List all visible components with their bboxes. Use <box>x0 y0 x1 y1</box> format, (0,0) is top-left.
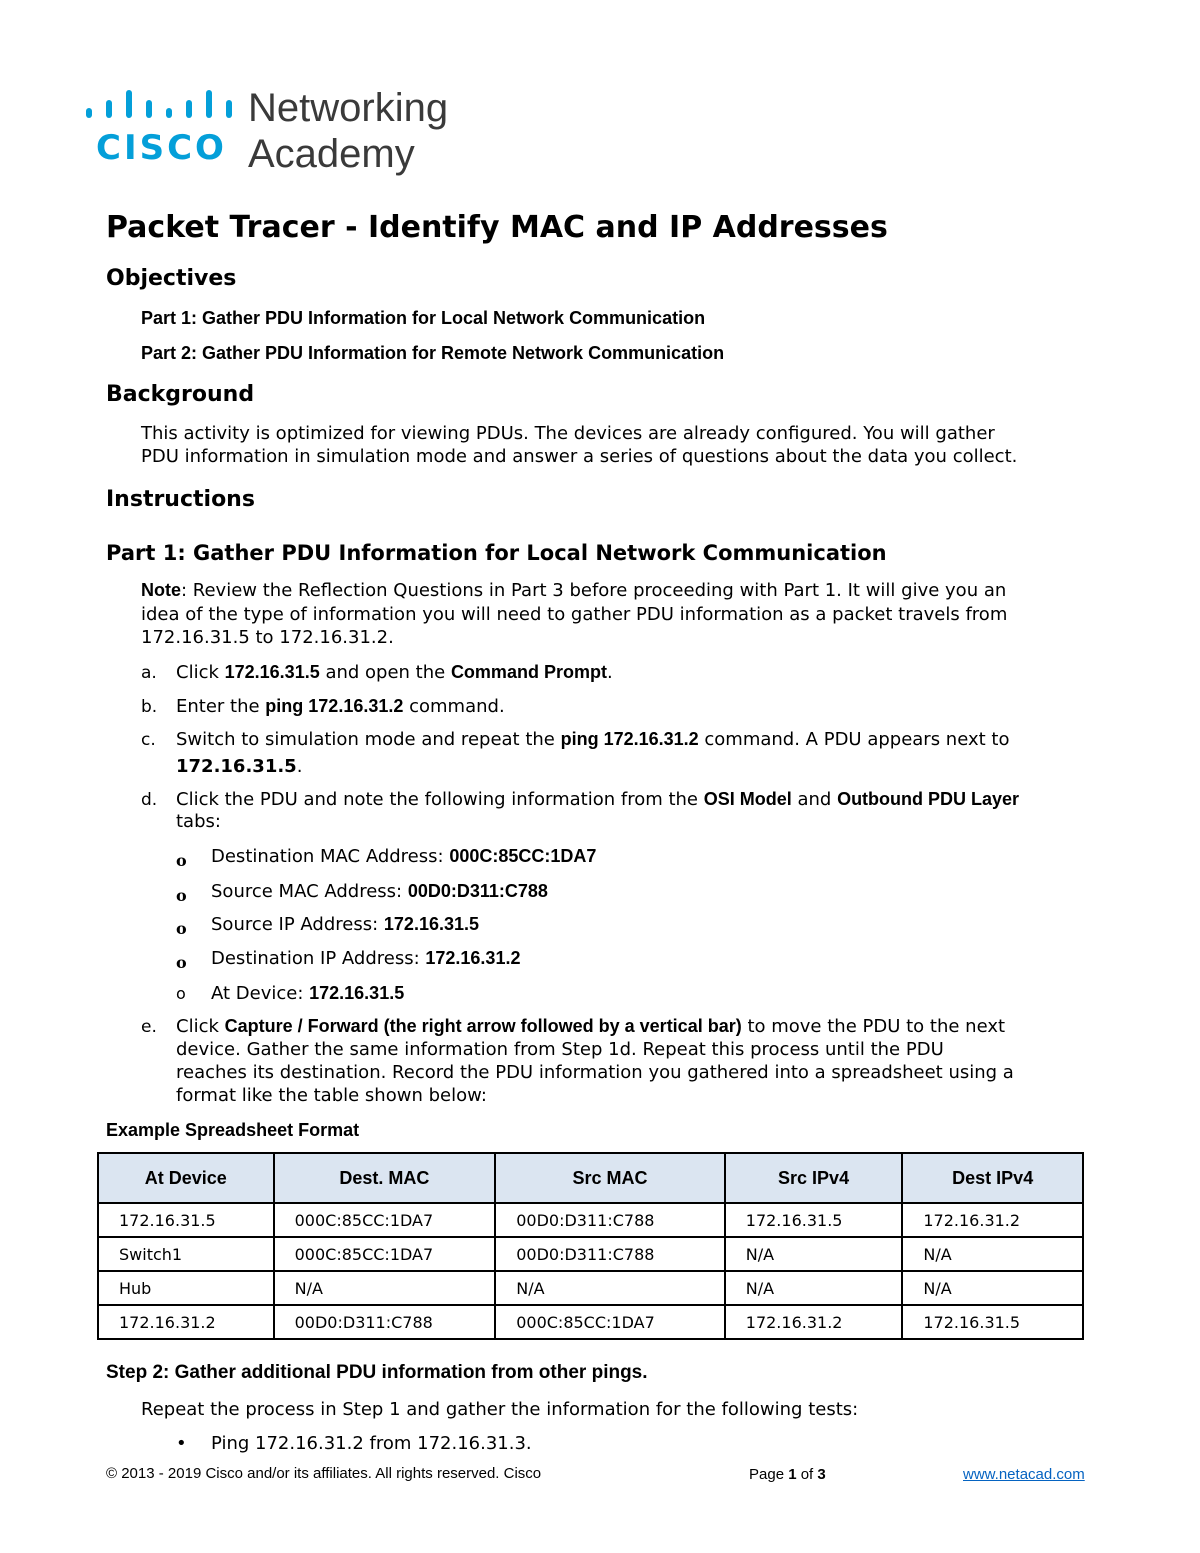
note-line <box>141 579 1006 603</box>
instructions-heading: Instructions <box>106 487 255 512</box>
objective-item: Part 2: Gather PDU Information for Remote Network Communication <box>141 343 725 363</box>
table-cell: N/A <box>725 1271 903 1305</box>
background-heading: Background <box>106 382 255 407</box>
table-cell: 00D0:D311:C788 <box>495 1203 725 1237</box>
note-line: 172.16.31.5 to 172.16.31.2. <box>141 627 394 648</box>
table-cell: 172.16.31.2 <box>725 1305 903 1339</box>
table-cell: 000C:85CC:1DA7 <box>495 1305 725 1339</box>
column-header: Dest IPv4 <box>902 1153 1083 1203</box>
footer-page-number: Page 1 of 3 <box>749 1466 826 1483</box>
step-letter: c. <box>141 730 156 750</box>
table-cell: Hub <box>98 1271 274 1305</box>
table-cell: 172.16.31.2 <box>98 1305 274 1339</box>
objectives-heading: Objectives <box>106 266 237 291</box>
table-caption: Example Spreadsheet Format <box>106 1120 360 1140</box>
note-label: Note <box>141 580 181 600</box>
footer-netacad-link[interactable]: www.netacad.com <box>963 1466 1085 1483</box>
step-d: Click the PDU and note the following information from the OSI Model and Outbound PDU Layer <box>176 789 1020 810</box>
step-letter: b. <box>141 697 158 717</box>
step-e-line: device. Gather the same information from Step 1d. Repeat this process until the PDU <box>176 1039 944 1060</box>
step2-heading: Step 2: Gather additional PDU information from other pings. <box>106 1362 648 1383</box>
step-letter: d. <box>141 790 158 810</box>
table-cell: 000C:85CC:1DA7 <box>274 1203 496 1237</box>
objective-item: Part 1: Gather PDU Information for Local Network Communication <box>141 308 706 328</box>
table-cell: N/A <box>902 1271 1083 1305</box>
sub-bullet: o <box>176 953 187 972</box>
step-e-line: reaches its destination. Record the PDU information you gathered into a spreadsheet using a <box>176 1062 1014 1083</box>
part1-heading: Part 1: Gather PDU Information for Local Network Communication <box>106 541 887 565</box>
cisco-bars-logo-icon <box>86 88 234 124</box>
table-cell: 00D0:D311:C788 <box>495 1237 725 1271</box>
table-cell: 00D0:D311:C788 <box>274 1305 496 1339</box>
step-c: Switch to simulation mode and repeat the ping 172.16.31.2 command. A PDU appears next to <box>176 729 1010 750</box>
step2-intro: Repeat the process in Step 1 and gather the information for the following tests: <box>141 1399 859 1420</box>
step-a: Click 172.16.31.5 and open the Command Prompt. <box>176 662 613 683</box>
note-line: idea of the type of information you will need to gather PDU information as a packet travels from <box>141 604 1008 625</box>
column-header: Dest. MAC <box>274 1153 496 1203</box>
column-header: Src IPv4 <box>725 1153 903 1203</box>
logo-networking: Networking <box>248 86 449 130</box>
table-cell: N/A <box>902 1237 1083 1271</box>
bullet-dot-icon: • <box>176 1433 187 1454</box>
table-cell: 172.16.31.2 <box>902 1203 1083 1237</box>
sub-bullet: o <box>176 851 187 870</box>
logo-academy: Academy <box>248 132 415 176</box>
background-text-line: This activity is optimized for viewing PDUs. The devices are already configured. You will gather <box>141 423 995 444</box>
note-text: : Review the Reflection Questions in Part 3 before proceeding with Part 1. It will give you an <box>181 580 1007 601</box>
table-row <box>98 1271 1083 1305</box>
d-item: Destination IP Address: 172.16.31.2 <box>211 948 521 969</box>
table-cell: N/A <box>725 1237 903 1271</box>
d-item: Source MAC Address: 00D0:D311:C788 <box>211 881 548 902</box>
d-item: Destination MAC Address: 000C:85CC:1DA7 <box>211 846 597 867</box>
background-text-line: PDU information in simulation mode and answer a series of questions about the data you collect. <box>141 446 1018 467</box>
step2-bullet-item: Ping 172.16.31.2 from 172.16.31.3. <box>211 1433 532 1454</box>
table-row <box>98 1237 1083 1271</box>
table-cell: 172.16.31.5 <box>725 1203 903 1237</box>
table-cell: 172.16.31.5 <box>98 1203 274 1237</box>
example-spreadsheet-table <box>97 1152 1084 1340</box>
column-header: Src MAC <box>495 1153 725 1203</box>
column-header: At Device <box>98 1153 274 1203</box>
table-cell: 000C:85CC:1DA7 <box>274 1237 496 1271</box>
footer-copyright: © 2013 - 2019 Cisco and/or its affiliates. All rights reserved. Cisco <box>106 1465 542 1482</box>
sub-bullet: o <box>176 919 187 938</box>
table-header-row <box>98 1153 1083 1203</box>
step-e: Click Capture / Forward (the right arrow followed by a vertical bar) to move the PDU to the next <box>176 1016 1006 1037</box>
table-row <box>98 1203 1083 1237</box>
sub-bullet: o <box>176 984 186 1003</box>
step-c-cont: 172.16.31.5. <box>176 756 303 777</box>
table-cell: N/A <box>495 1271 725 1305</box>
step-letter: a. <box>141 663 157 683</box>
table-cell: Switch1 <box>98 1237 274 1271</box>
step-d-cont: tabs: <box>176 811 221 832</box>
table-row <box>98 1305 1083 1339</box>
d-item: Source IP Address: 172.16.31.5 <box>211 914 479 935</box>
step-letter: e. <box>141 1017 157 1037</box>
table-cell: N/A <box>274 1271 496 1305</box>
d-item: At Device: 172.16.31.5 <box>211 983 405 1004</box>
sub-bullet: o <box>176 886 187 905</box>
table-cell: 172.16.31.5 <box>902 1305 1083 1339</box>
page-title: Packet Tracer - Identify MAC and IP Addresses <box>106 210 888 245</box>
step-b: Enter the ping 172.16.31.2 command. <box>176 696 505 717</box>
step-e-line: format like the table shown below: <box>176 1085 487 1106</box>
cisco-wordmark: CISCO <box>96 128 227 168</box>
